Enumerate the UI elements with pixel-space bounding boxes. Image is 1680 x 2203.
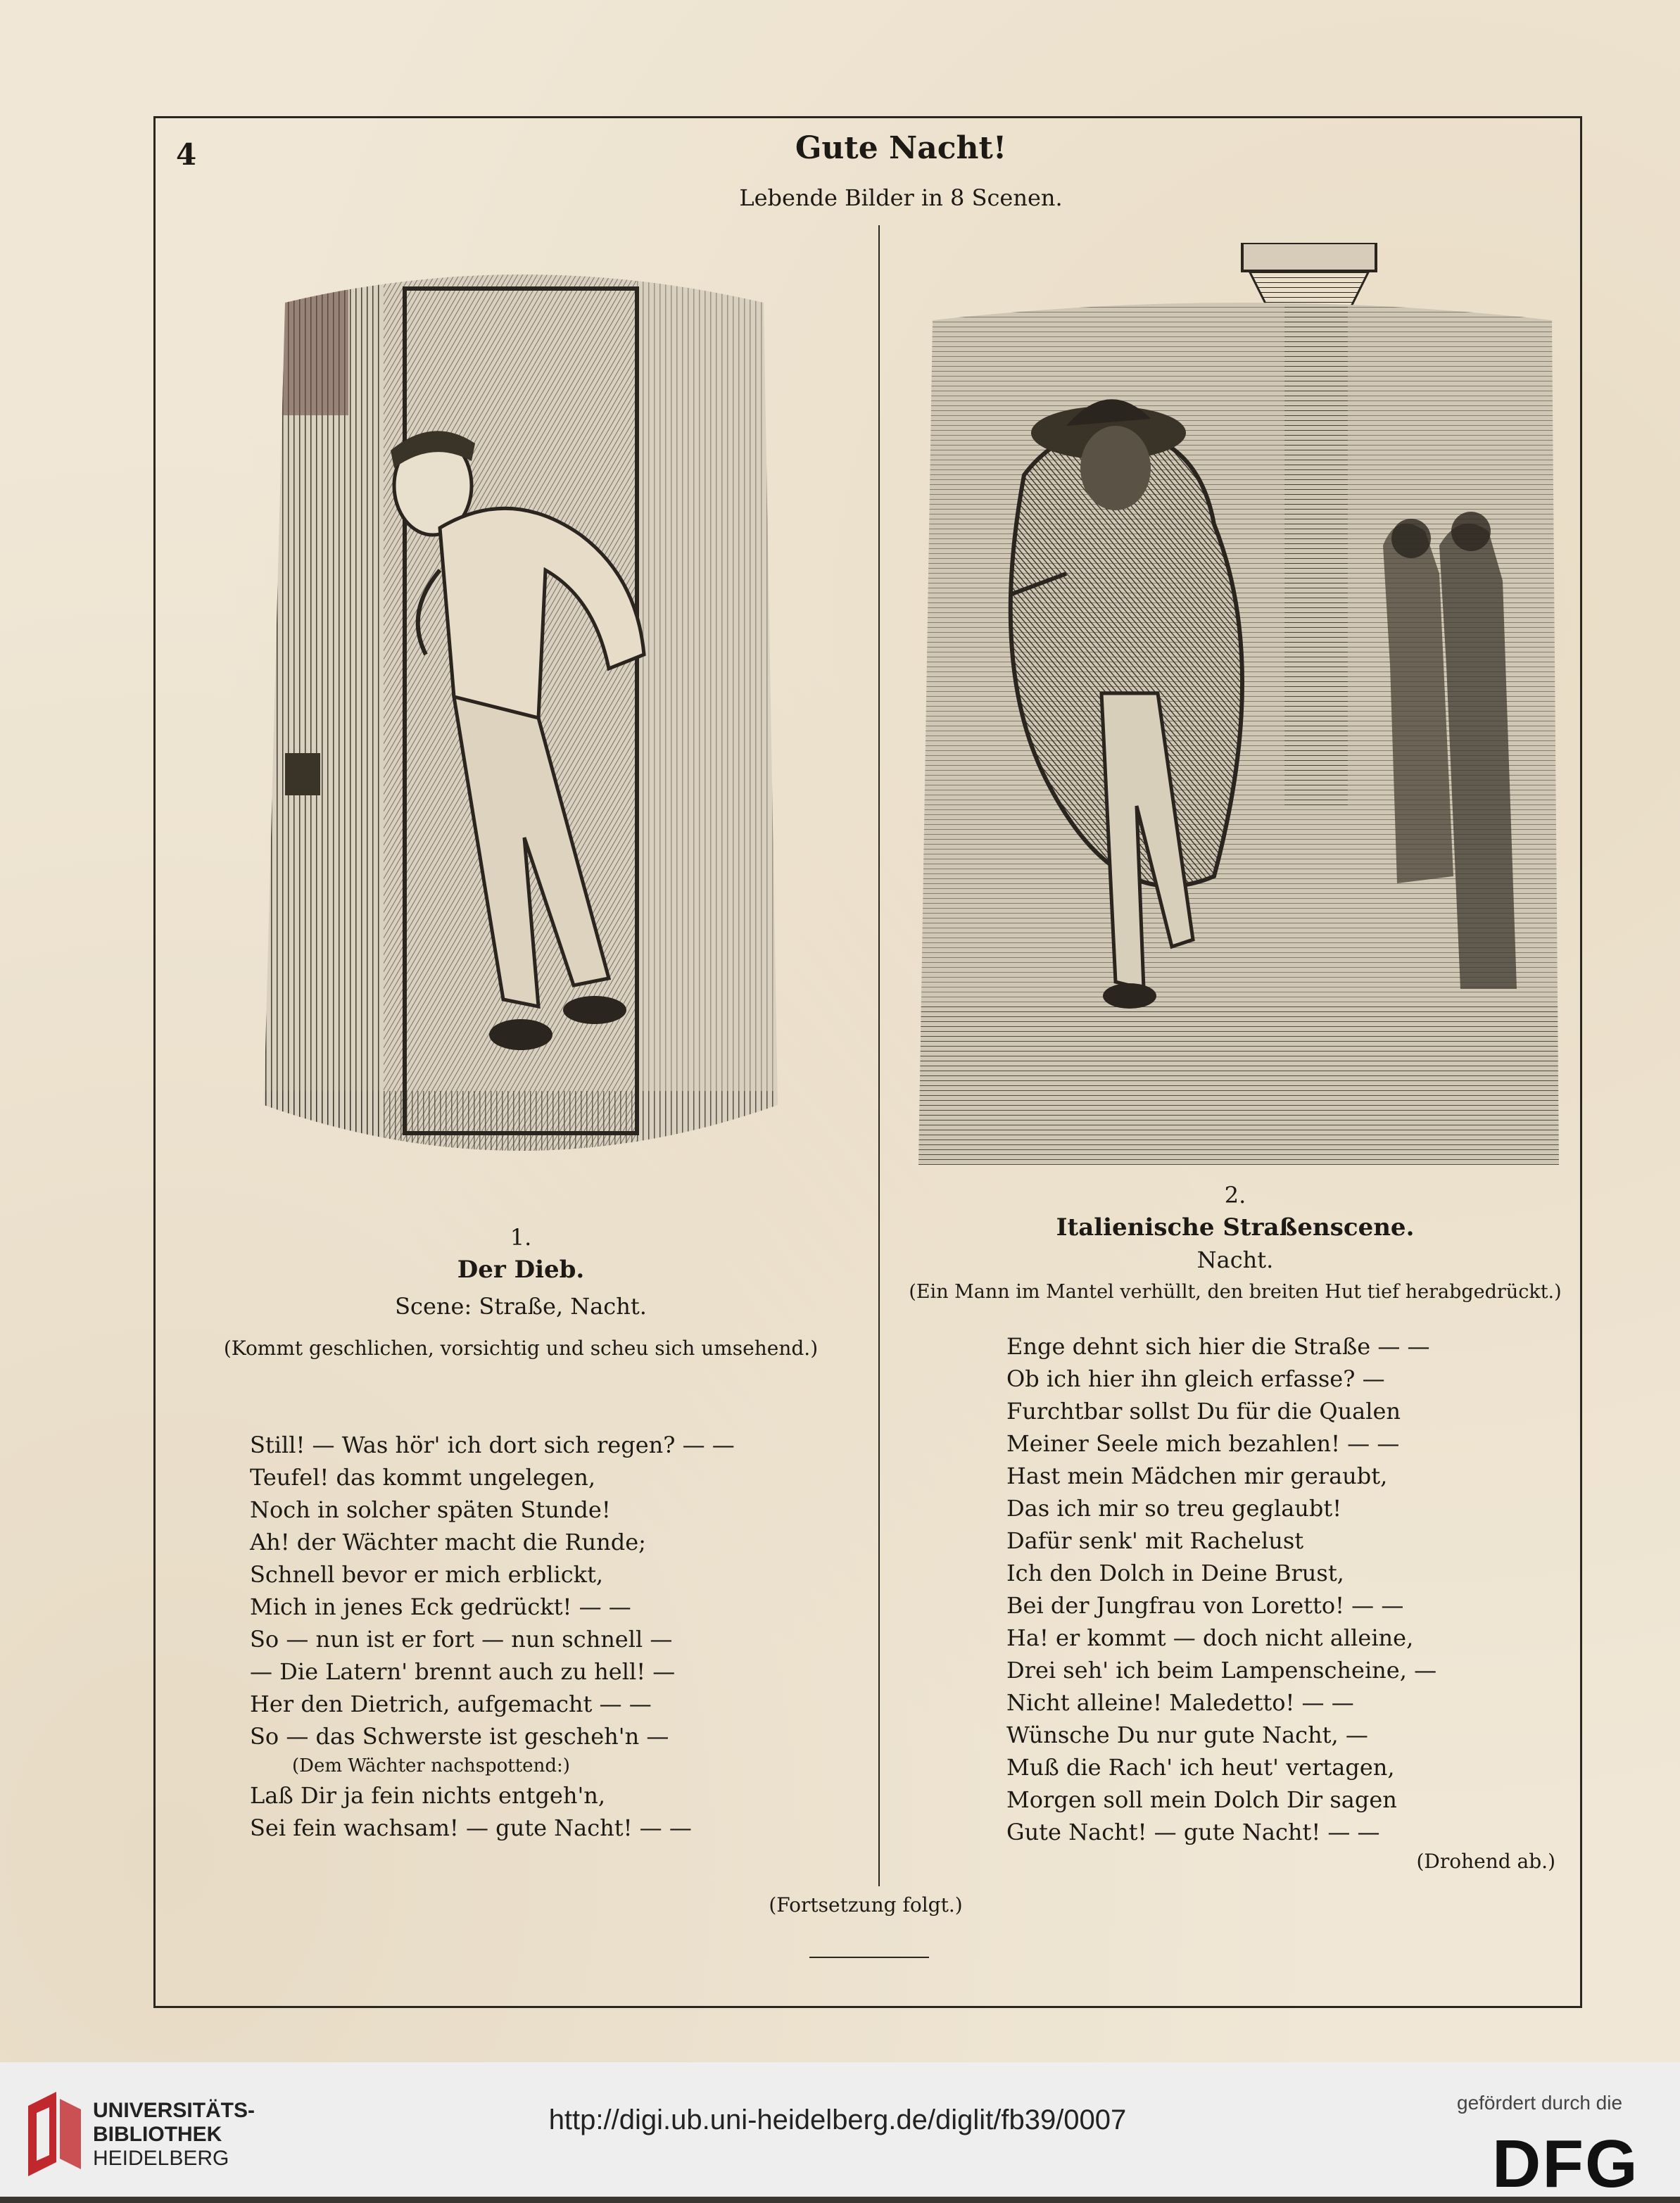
- verse-line: Wünsche Du nur gute Nacht, —: [1006, 1722, 1368, 1748]
- verse-line: So — nun ist er fort — nun schnell —: [250, 1626, 673, 1653]
- scene2-direction: (Ein Mann im Mantel verhüllt, den breiten Hut tief herabgedrückt.): [909, 1281, 1562, 1303]
- verse-line: — Die Latern' brennt auch zu hell! —: [250, 1658, 676, 1685]
- verse-line: Laß Dir ja fein nichts entgeh'n,: [250, 1782, 606, 1809]
- verse-line: Ah! der Wächter macht die Runde;: [250, 1529, 646, 1555]
- source-url-link[interactable]: http://digi.ub.uni-heidelberg.de/diglit/fb39/0007: [548, 2104, 1127, 2135]
- library-name-line3: HEIDELBERG: [93, 2147, 229, 2170]
- verse-line: Das ich mir so treu geglaubt!: [1006, 1495, 1342, 1522]
- scene1-direction: (Kommt geschlichen, vorsichtig und scheu sich umsehend.): [223, 1337, 819, 1360]
- library-logo-icon: [21, 2092, 84, 2179]
- closing-rule: [809, 1957, 929, 1958]
- verse-line: Meiner Seele mich bezahlen! — —: [1006, 1430, 1400, 1457]
- verse-line: Ob ich hier ihn gleich erfasse? —: [1006, 1365, 1385, 1392]
- scene1-setting: Scene: Straße, Nacht.: [395, 1293, 647, 1320]
- scene1-title: Der Dieb.: [457, 1256, 585, 1284]
- verse-line: Furchtbar sollst Du für die Qualen: [1006, 1398, 1401, 1425]
- verse-line: Muß die Rach' ich heut' vertagen,: [1006, 1754, 1395, 1781]
- page-subtitle: Lebende Bilder in 8 Scenen.: [739, 184, 1063, 211]
- verse-line: Hast mein Mädchen mir geraubt,: [1006, 1463, 1388, 1489]
- scene1-verses: [250, 1429, 869, 1844]
- scene2-title: Italienische Straßenscene.: [1056, 1213, 1415, 1242]
- verse-line: Schnell bevor er mich erblickt,: [250, 1561, 604, 1588]
- page-number: 4: [176, 137, 197, 172]
- scene2-exit: (Drohend ab.): [1416, 1850, 1555, 1873]
- thief-engraving-icon: [243, 260, 799, 1175]
- verse-line: Teufel! das kommt ungelegen,: [250, 1464, 595, 1491]
- verse-line: Mich in jenes Eck gedrückt! — —: [250, 1593, 631, 1620]
- verse-line: Drei seh' ich beim Lampenscheine, —: [1006, 1657, 1437, 1684]
- funded-by-label: gefördert durch die: [1457, 2092, 1623, 2114]
- continued-note: (Fortsetzung folgt.): [769, 1893, 963, 1917]
- library-name: [93, 2099, 255, 2171]
- scene2-number: 2.: [1224, 1182, 1246, 1208]
- verse-line: Noch in solcher späten Stunde!: [250, 1496, 611, 1523]
- verse-line: So — das Schwerste ist gescheh'n —: [250, 1723, 669, 1750]
- scene2-verses: [1006, 1330, 1570, 1875]
- scene1-number: 1.: [510, 1224, 532, 1251]
- verse-line: Her den Dietrich, aufgemacht — —: [250, 1691, 652, 1717]
- verse-line: Enge dehnt sich hier die Straße — —: [1006, 1333, 1430, 1360]
- verse-line: Dafür senk' mit Rachelust: [1006, 1527, 1304, 1554]
- scene2-setting: Nacht.: [1196, 1246, 1274, 1273]
- verse-line: Morgen soll mein Dolch Dir sagen: [1006, 1786, 1397, 1813]
- cloaked-man-engraving-icon: [904, 243, 1580, 1175]
- scene1-aside: (Dem Wächter nachspottend:): [292, 1755, 570, 1776]
- verse-line: Still! — Was hör' ich dort sich regen? — —: [250, 1432, 735, 1458]
- verse-line: Bei der Jungfrau von Loretto! — —: [1006, 1592, 1404, 1619]
- verse-line: Ha! er kommt — doch nicht alleine,: [1006, 1624, 1414, 1651]
- page-title: Gute Nacht!: [795, 130, 1007, 166]
- scene1-heading: [176, 1221, 866, 1365]
- dfg-logo: DFG: [1492, 2126, 1639, 2202]
- column-divider: [878, 225, 880, 1886]
- library-name-line2: BIBLIOTHEK: [93, 2123, 222, 2146]
- scene2-heading: [887, 1179, 1584, 1308]
- verse-line: Sei fein wachsam! — gute Nacht! — —: [250, 1814, 692, 1841]
- verse-line: Ich den Dolch in Deine Brust,: [1006, 1560, 1344, 1586]
- verse-line: Gute Nacht! — gute Nacht! — —: [1006, 1819, 1380, 1845]
- library-name-line1: UNIVERSITÄTS-: [93, 2099, 255, 2122]
- verse-line: Nicht alleine! Maledetto! — —: [1006, 1689, 1354, 1716]
